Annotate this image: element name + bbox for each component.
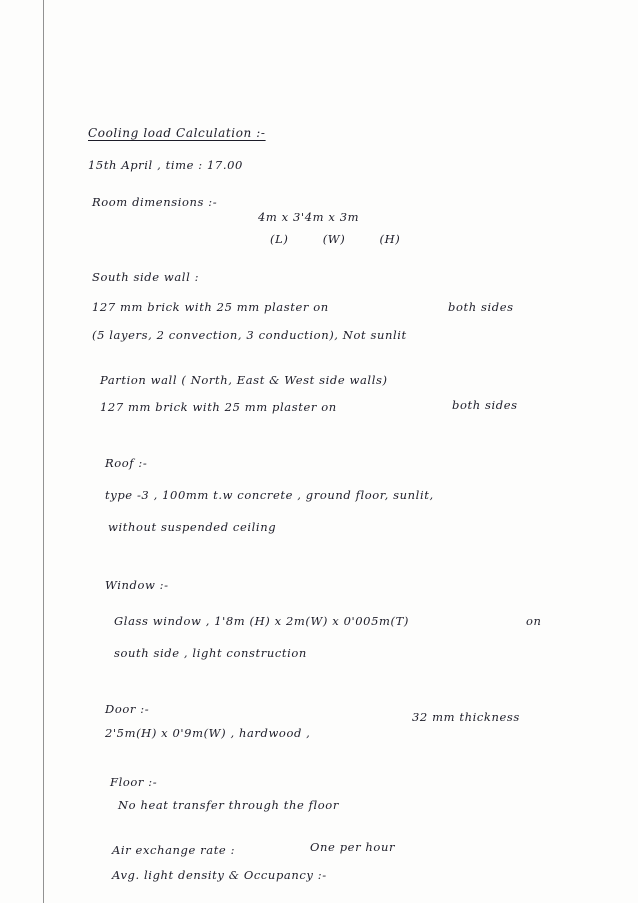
- roof-line-1: type -3 , 100mm t.w concrete , ground floor, sunlit,: [105, 488, 434, 502]
- unit-width: (W): [322, 232, 346, 246]
- floor-heading: Floor :-: [110, 775, 158, 789]
- date-line: 15th April , time : 17.00: [88, 158, 243, 172]
- margin-line: [43, 0, 44, 903]
- air-exchange-label: Air exchange rate :: [112, 843, 236, 857]
- unit-height: (H): [379, 232, 401, 246]
- page-title: Cooling load Calculation :-: [88, 126, 266, 140]
- light-density-occupancy: Avg. light density & Occupancy :-: [112, 868, 327, 882]
- window-line-1: Glass window , 1'8m (H) x 2m(W) x 0'005m(T): [114, 614, 409, 628]
- window-line-1-end: on: [526, 614, 542, 628]
- room-dimensions-value: 4m x 3'4m x 3m: [258, 210, 360, 224]
- door-line-1-end: 32 mm thickness: [412, 710, 520, 724]
- room-dimensions-label: Room dimensions :-: [92, 195, 218, 209]
- partition-wall-line-1-end: both sides: [452, 398, 518, 412]
- window-line-2: south side , light construction: [114, 646, 307, 660]
- door-line-1: 2'5m(H) x 0'9m(W) , hardwood ,: [105, 726, 311, 740]
- south-wall-line-1: 127 mm brick with 25 mm plaster on: [92, 300, 329, 314]
- air-exchange-value: One per hour: [310, 840, 396, 854]
- roof-line-2: without suspended ceiling: [108, 520, 277, 534]
- floor-line-1: No heat transfer through the floor: [118, 798, 339, 812]
- south-wall-line-2: (5 layers, 2 convection, 3 conduction), Not sunlit: [92, 328, 407, 342]
- roof-heading: Roof :-: [105, 456, 148, 470]
- unit-length: (L): [270, 232, 289, 246]
- door-heading: Door :-: [105, 702, 150, 716]
- room-dimension-units: [270, 234, 400, 246]
- partition-wall-heading: Partion wall ( North, East & West side walls): [100, 373, 388, 387]
- window-heading: Window :-: [105, 578, 169, 592]
- south-wall-heading: South side wall :: [92, 270, 200, 284]
- south-wall-line-1-end: both sides: [448, 300, 514, 314]
- partition-wall-line-1: 127 mm brick with 25 mm plaster on: [100, 400, 337, 414]
